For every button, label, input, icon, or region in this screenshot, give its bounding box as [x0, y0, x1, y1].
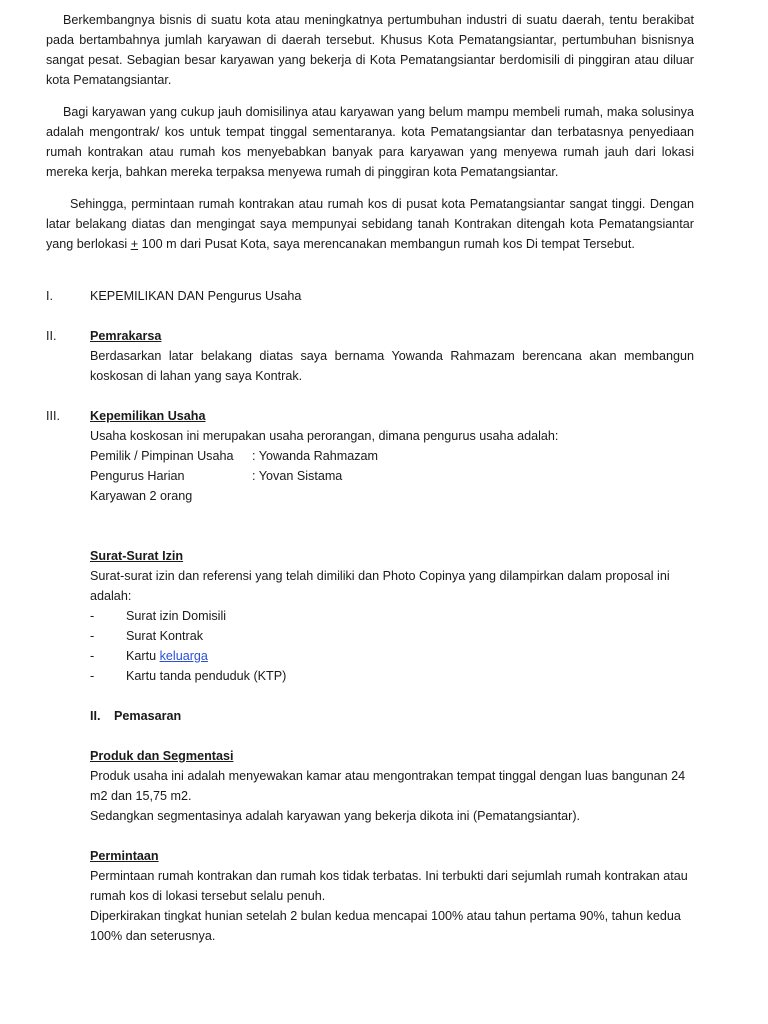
product-body: Produk usaha ini adalah menyewakan kamar atau mengontrakan tempat tinggal dengan luas bangunan 24 m2 dan 15,75 m2.	[90, 769, 686, 803]
list-item-prefix: Kartu	[126, 649, 160, 663]
section-3	[46, 406, 694, 506]
list-item	[90, 626, 694, 646]
segment-body: Sedangkan segmentasinya adalah karyawan yang bekerja dikota ini (Pematangsiantar).	[90, 809, 581, 823]
manager-value: : Yovan Sistama	[252, 469, 343, 483]
intro-paragraph-3-end: 100 m dari Pusat Kota, saya merencanakan membangun rumah kos Di tempat Tersebut.	[138, 237, 635, 251]
list-item-text: Kartu tanda penduduk (KTP)	[126, 669, 287, 683]
list-dash: -	[90, 649, 95, 663]
section-2-title: Pemrakarsa	[90, 329, 162, 343]
list-dash: -	[90, 629, 95, 643]
manager-label: Pengurus Harian	[90, 469, 185, 483]
manager-row	[90, 466, 694, 486]
section-1	[46, 286, 694, 306]
list-item	[90, 606, 694, 626]
permits-body: Surat-surat izin dan referensi yang telah dimiliki dan Photo Copinya yang dilampirkan dalam proposal ini adalah:	[90, 569, 670, 603]
list-dash: -	[90, 669, 95, 683]
employees-line: Karyawan 2 orang	[90, 489, 193, 503]
list-item	[90, 666, 694, 686]
plus-minus-symbol: +	[130, 237, 139, 251]
section-3-title: Kepemilikan Usaha	[90, 409, 206, 423]
list-item	[90, 646, 694, 666]
list-item-text	[126, 646, 208, 666]
section-3-number: III.	[46, 409, 60, 423]
section-2-number: II.	[46, 329, 57, 343]
section-3-body: Usaha koskosan ini merupakan usaha perorangan, dimana pengurus usaha adalah:	[90, 429, 559, 443]
intro-paragraph-3-start: Sehingga, permintaan rumah kontrakan atau rumah kos di pusat kota Pematangsiantar sangat tinggi. Dengan latar belakang diatas dan mengingat saya mempunyai sebidang tanah Kontrakan ditengah kota Pematangsiantar yang berlokasi	[46, 197, 694, 251]
intro-paragraph-3	[46, 194, 694, 254]
demand-title: Permintaan	[90, 849, 159, 863]
intro-paragraph-1: Berkembangnya bisnis di suatu kota atau meningkatnya pertumbuhan industri di suatu daerah, tentu berakibat pada bertambahnya jumlah karyawan di daerah tersebut. Khusus Kota Pematangsiantar, pertumbuhan bisnisnya sangat pesat. Sebagian besar karyawan yang bekerja di Kota Pematangsiantar berdomisili di pinggiran atau diluar kota Pematangsiantar.	[46, 13, 694, 87]
marketing-title: Pemasaran	[114, 709, 182, 723]
demand-body: Permintaan rumah kontrakan dan rumah kos tidak terbatas. Ini terbukti dari sejumlah rumah kontrakan atau rumah kos di lokasi tersebut selalu penuh.	[90, 869, 688, 903]
owner-value: : Yowanda Rahmazam	[252, 449, 379, 463]
list-item-text: Surat Kontrak	[126, 629, 204, 643]
owner-row	[90, 446, 694, 466]
marketing-number: II.	[90, 709, 101, 723]
permits-title: Surat-Surat Izin	[90, 549, 184, 563]
permits-section	[90, 546, 694, 686]
marketing-section	[90, 706, 694, 946]
section-2-body: Berdasarkan latar belakang diatas saya bernama Yowanda Rahmazam berencana akan membangun koskosan di lahan yang saya Kontrak.	[90, 349, 694, 383]
intro-paragraph-2: Bagi karyawan yang cukup jauh domisilinya atau karyawan yang belum mampu membeli rumah, maka solusinya adalah mengontrak/ kos untuk tempat tinggal sementaranya. kota Pematangsiantar dan terbatasnya penyediaan rumah kontrakan atau rumah kos menyebabkan banyak para karyawan yang menyewa rumah jauh dari lokasi mereka kerja, bahkan mereka terpaksa menyewa rumah di pinggiran kota Pematangsiantar.	[46, 105, 694, 179]
forecast-body: Diperkirakan tingkat hunian setelah 2 bulan kedua mencapai 100% atau tahun pertama 90%, tahun kedua 100% dan seterusnya.	[90, 909, 681, 943]
section-1-title: KEPEMILIKAN DAN Pengurus Usaha	[90, 289, 302, 303]
product-title: Produk dan Segmentasi	[90, 749, 234, 763]
document-page	[46, 10, 694, 946]
section-1-number: I.	[46, 289, 53, 303]
owner-label: Pemilik / Pimpinan Usaha	[90, 449, 234, 463]
marketing-heading	[90, 706, 694, 726]
keluarga-link[interactable]: keluarga	[159, 649, 208, 663]
list-item-text: Surat izin Domisili	[126, 609, 227, 623]
section-2	[46, 326, 694, 386]
list-dash: -	[90, 609, 95, 623]
